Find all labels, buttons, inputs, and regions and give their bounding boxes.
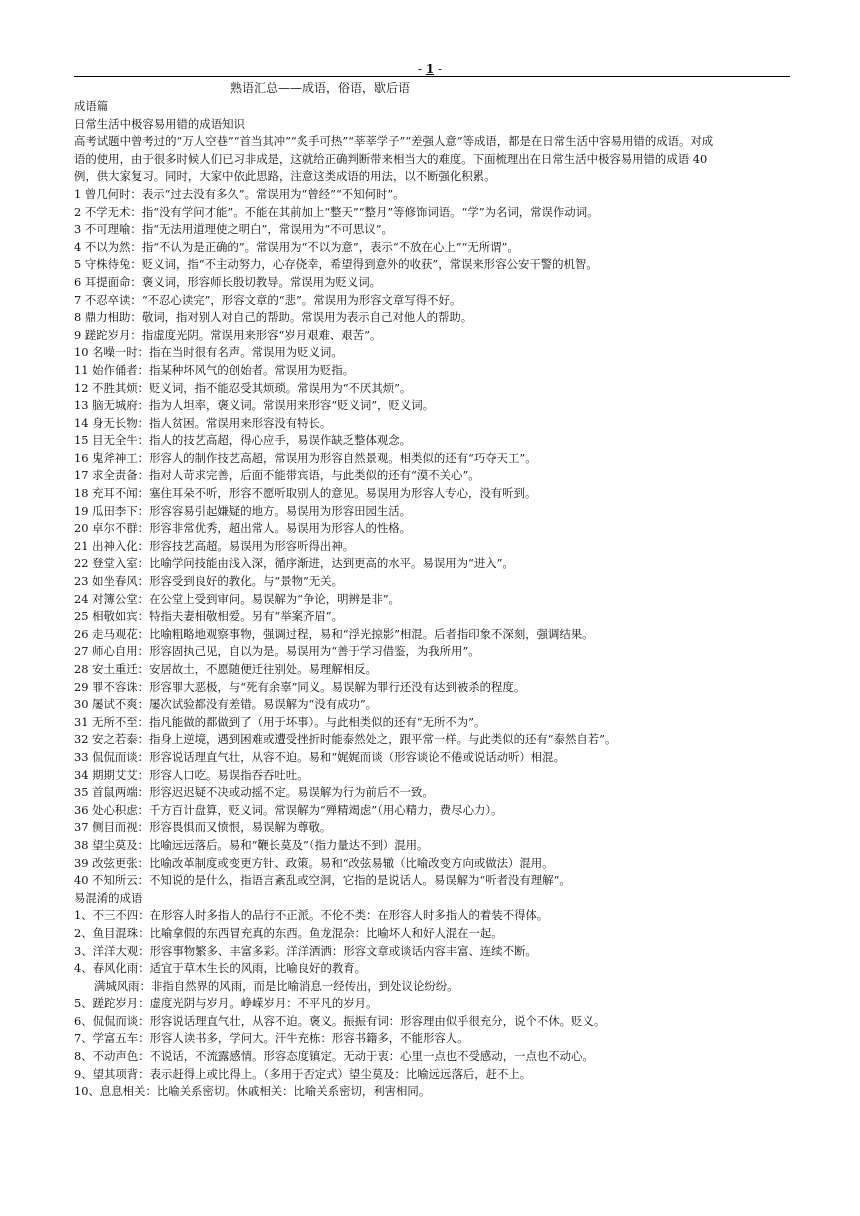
text-line: 7 不忍卒读：“不忍心读完”，形容文章的“悲”。常误用为形容文章写得不好。 <box>74 292 462 307</box>
text-line: 29 罪不容诛：形容罪大恶极，与“死有余辜”同义。易误解为罪行还没有达到被杀的程度。 <box>74 679 526 694</box>
text-line: 27 师心自用：形容固执己见，自以为是。易误用为“善于学习借鉴，为我所用”。 <box>74 644 480 659</box>
text-line: 23 如坐春风：形容受到良好的教化。与“景物”无关。 <box>74 574 343 589</box>
text-line: 36 处心积虑：千方百计盘算，贬义词。常误解为“殚精竭虑”（用心精力，费尽心力）。 <box>74 802 503 817</box>
text-line: 24 对簿公堂：在公堂上受到审问。易误解为“争论，明辨是非”。 <box>74 591 400 606</box>
text-line: 7、学富五车：形容人读书多，学问大。汗牛充栋：形容书籍多，不能形容人。 <box>74 1031 469 1046</box>
text-line: 1、不三不四：在形容人时多指人的品行不正派。不伦不类：在形容人时多指人的着装不得体。 <box>74 908 549 923</box>
text-line: 语的使用，由于很多时候人们已习非成是，这就给正确判断带来相当大的难度。下面梳理出在日常生活中极容易用错的成语 40 <box>74 151 708 166</box>
text-line: 14 身无长物：指人贫困。常误用来形容没有特长。 <box>74 415 332 430</box>
document-body <box>74 98 794 1101</box>
text-line: 11 始作俑者：指某种坏风气的创始者。常误用为贬指。 <box>74 362 355 377</box>
text-line: 5 守株待兔：贬义词，指“不主动努力，心存侥幸，希望得到意外的收获”，常误来形容公安干警的机智。 <box>74 257 598 272</box>
text-line: 30 屡试不爽：屡次试验都没有差错。易误解为“没有成功”。 <box>74 697 378 712</box>
text-line: 日常生活中极容易用错的成语知识 <box>74 116 245 131</box>
text-line: 15 目无全牛：指人的技艺高超，得心应手，易误作缺乏整体观念。 <box>74 433 412 448</box>
text-line: 17 求全责备：指对人苛求完善，后面不能带宾语，与此类似的还有“漠不关心”。 <box>74 468 480 483</box>
text-line: 40 不知所云：不知说的是什么，指语言紊乱或空洞，它指的是说话人。易误解为“听者没有理解”。 <box>74 873 571 888</box>
document-title: 熟语汇总——成语，俗语，歇后语 <box>230 81 411 95</box>
text-line: 4 不以为然：指“不认为是正确的”。常误用为“不以为意”，表示“不放在心上”“无所谓”。 <box>74 239 519 254</box>
text-line: 4、春风化雨：适宜于草木生长的风雨，比喻良好的教育。 <box>74 961 367 976</box>
text-line: 35 首鼠两端：形容迟迟疑不决或动摇不定。易误解为行为前后不一致。 <box>74 785 434 800</box>
text-line: 20 卓尔不群：形容非常优秀，超出常人。易误用为形容人的性格。 <box>74 521 412 536</box>
text-line: 2、鱼目混珠：比喻拿假的东西冒充真的东西。鱼龙混杂：比喻坏人和好人混在一起。 <box>74 925 503 940</box>
text-line: 6 耳提面命：褒义词，形容师长殷切教导。常误用为贬义词。 <box>74 274 382 289</box>
text-line: 易混淆的成语 <box>74 890 143 905</box>
text-line: 8 鼎力相助：敬词，指对别人对自己的帮助。常误用为表示自己对他人的帮助。 <box>74 310 473 325</box>
header-rule <box>74 76 790 77</box>
text-line: 5、蹉跎岁月：虚度光阴与岁月。峥嵘岁月：不平凡的岁月。 <box>74 996 378 1011</box>
text-line: 32 安之若泰：指身上逆境，遇到困难或遭受挫折时能泰然处之，跟平常一样。与此类似的还有“泰然自若”。 <box>74 732 617 747</box>
text-line: 3、洋洋大观：形容事物繁多、丰富多彩。洋洋洒洒：形容文章或谈话内容丰富、连续不断。 <box>74 943 537 958</box>
text-line: 9、望其项背：表示赶得上或比得上。（多用于否定式）望尘莫及：比喻远远落后，赶不上。 <box>74 1066 532 1081</box>
text-line: 12 不胜其烦：贬义词，指不能忍受其烦琐。常误用为“不厌其烦”。 <box>74 380 412 395</box>
text-line: 9 蹉跎岁月：指虚度光阴。常误用来形容“岁月艰难、艰苦”。 <box>74 327 382 342</box>
text-line: 21 出神入化：形容技艺高超。易误用为形容听得出神。 <box>74 538 355 553</box>
text-line: 高考试题中曾考过的“万人空巷”“首当其冲”“炙手可热”“莘莘学子”“差强人意”等成语，都是在日常生活中容易用错的成语。对成 <box>74 134 714 149</box>
text-line: 6、侃侃而谈：形容说话理直气壮，从容不迫。褒义。振振有词：形容理由似乎很充分，说个不休。贬义。 <box>74 1013 606 1028</box>
text-line: 16 鬼斧神工：形容人的制作技艺高超，常误用为形容自然景观。相类似的还有“巧夺天工”。 <box>74 450 537 465</box>
text-line: 1 曾几何时：表示“过去没有多久”。常误用为“曾经”“不知何时”。 <box>74 186 405 201</box>
text-line: 3 不可理喻：指“无法用道理使之明白”，常误用为“不可思议”。 <box>74 222 393 237</box>
page-number-value: 1 <box>425 62 435 76</box>
text-line: 例，供大家复习。同时，大家中依此思路，注意这类成语的用法，以不断强化积累。 <box>74 169 496 184</box>
text-line: 10、息息相关：比喻关系密切。休戚相关：比喻关系密切，利害相同。 <box>74 1084 431 1099</box>
text-line: 37 侧目而视：形容畏惧而又愤恨，易误解为尊敬。 <box>74 820 332 835</box>
text-line: 22 登堂入室：比喻学问技能由浅入深，循序渐进，达到更高的水平。易误用为“进入”。 <box>74 556 514 571</box>
text-line: 33 侃侃而谈：形容说话理直气壮，从容不迫。易和“娓娓而谈（形容谈论不倦或说话动听）相混。 <box>74 749 565 764</box>
text-line: 34 期期艾艾：形容人口吃。易误指吞吞吐吐。 <box>74 767 309 782</box>
text-line: 18 充耳不闻：塞住耳朵不听，形容不愿听取别人的意见。易误用为形容人专心，没有听到。 <box>74 486 537 501</box>
text-line: 8、不动声色：不说话，不流露感情。形容态度镇定。无动于衷：心里一点也不受感动，一点也不动心。 <box>74 1049 594 1064</box>
text-line: 10 名噪一时：指在当时很有名声。常误用为贬义词。 <box>74 345 343 360</box>
text-line: 28 安土重迁：安居故土，不愿随便迁往别处。易理解相反。 <box>74 662 377 676</box>
text-line: 成语篇 <box>74 99 109 113</box>
text-line: 38 望尘莫及：比喻远远落后。易和“鞭长莫及”（指力量达不到）混用。 <box>74 837 429 852</box>
text-line: 25 相敬如宾：特指夫妻相敬相爱。另有“举案齐眉”。 <box>74 609 343 624</box>
text-line: 26 走马观花：比喻粗略地观察事物，强调过程，易和“浮光掠影”相混。后者指印象不深刻，强调结果。 <box>74 626 594 641</box>
page-number: - 1 - <box>417 62 443 76</box>
text-line: 31 无所不至：指凡能做的都做到了（用于坏事）。与此相类似的还有“无所不为”。 <box>74 714 486 729</box>
text-line: 满城风雨：非指自然界的风雨，而是比喻消息一经传出，到处议论纷纷。 <box>94 978 459 993</box>
text-line: 19 瓜田李下：形容容易引起嫌疑的地方。易误用为形容田园生活。 <box>74 503 412 518</box>
text-line: 2 不学无术：指“没有学问才能”。不能在其前加上“整天”“整月”等修饰词语。“学”为名词，常误作动词。 <box>74 204 599 219</box>
text-line: 39 改弦更张：比喻改革制度或变更方针、政策。易和“改弦易辙（比喻改变方向或做法）混用。 <box>74 855 554 870</box>
text-line: 13 脑无城府：指为人坦率，褒义词。常误用来形容“贬义词”，贬义词。 <box>74 398 435 413</box>
